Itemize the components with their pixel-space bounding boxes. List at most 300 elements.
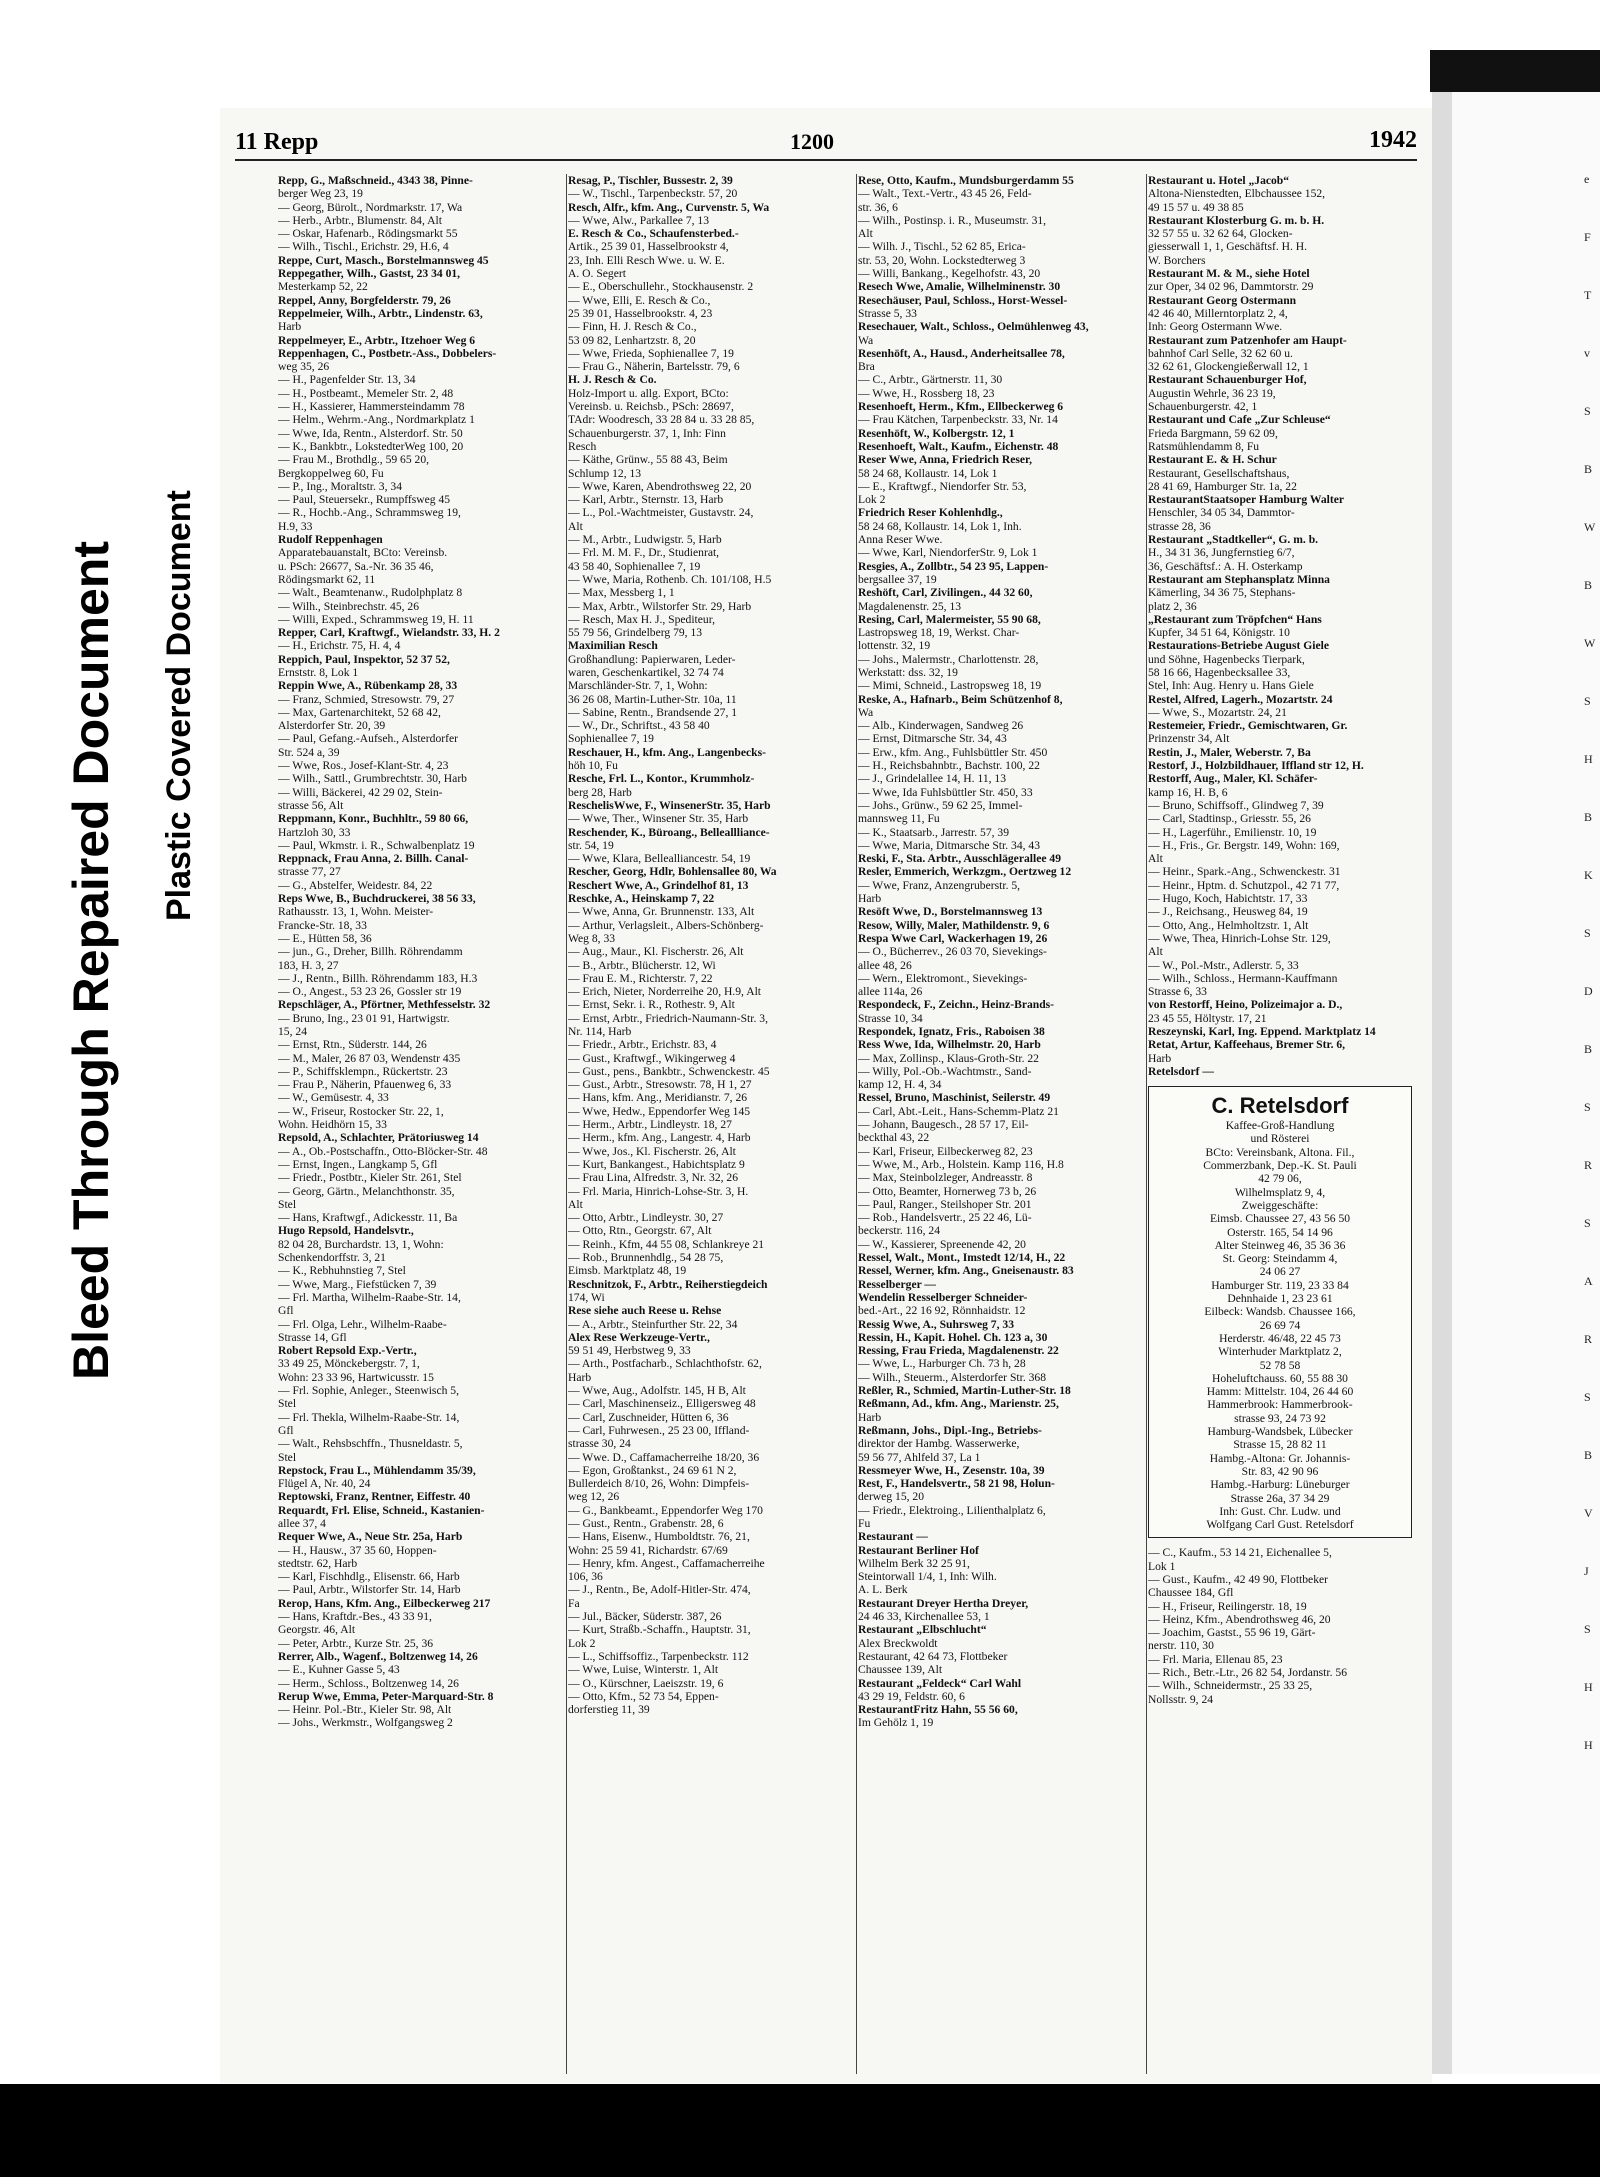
ad-title: C. Retelsdorf <box>1211 1093 1349 1119</box>
ad-line: strasse 93, 24 73 92 <box>1234 1411 1326 1425</box>
directory-entry-line: — H., Lagerführ., Emilienstr. 10, 19 <box>1148 825 1317 839</box>
directory-entry-line: Wendelin Resselberger Schneider- <box>858 1290 1028 1304</box>
directory-entry-line: — Willi, Exped., Schrammsweg 19, H. 11 <box>278 612 474 626</box>
directory-entry-line: — Franz, Schmied, Stresowstr. 79, 27 <box>278 692 455 706</box>
directory-entry-line: — Rob., Brunnenhdlg., 54 28 75, <box>568 1251 724 1265</box>
directory-entry-line: — Johann, Baugesch., 28 57 17, Eil- <box>858 1118 1029 1132</box>
directory-entry-line: Hartzloh 30, 33 <box>278 825 351 839</box>
directory-entry-line: — Ernst, Ditmarsche Str. 34, 43 <box>858 732 1007 746</box>
directory-entry-line: Resechauer, Walt., Schloss., Oelmühlenweg 43, <box>858 320 1089 334</box>
directory-entry-line: Restaurant zum Patzenhofer am Haupt- <box>1148 333 1347 347</box>
directory-entry-line: 24 46 33, Kirchenallee 53, 1 <box>858 1610 990 1624</box>
directory-entry-line: — Frl. Thekla, Wilhelm-Raabe-Str. 14, <box>278 1410 460 1424</box>
directory-entry-line: Reski, F., Sta. Arbtr., Ausschlägerallee 49 <box>858 852 1062 866</box>
directory-entry-line: Restaurant Klosterburg G. m. b. H. <box>1148 213 1325 227</box>
ad-line: Commerzbank, Dep.-K. St. Pauli <box>1203 1159 1357 1173</box>
directory-entry-line: weg 35, 26 <box>278 360 330 374</box>
directory-entry-line: Ratsmühlendamm 8, Fu <box>1148 439 1260 453</box>
directory-entry-line: — Willi, Bäckerei, 42 29 02, Stein- <box>278 785 443 799</box>
directory-entry-line: Rödingsmarkt 62, 11 <box>278 572 376 586</box>
directory-entry-line: Restaurant Berliner Hof <box>858 1543 979 1557</box>
directory-entry-line: bergsallee 37, 19 <box>858 572 937 586</box>
directory-entry-line: — Max, Messberg 1, 1 <box>568 586 675 600</box>
directory-entry-line: — Wwe. D., Caffamacherreihe 18/20, 36 <box>568 1450 760 1464</box>
directory-entry-line: — Carl, Stadtinsp., Griesstr. 55, 26 <box>1148 812 1311 826</box>
directory-entry-line: — Finn, H. J. Resch & Co., <box>568 320 697 334</box>
directory-entry-line: — Karl, Arbtr., Sternstr. 13, Harb <box>568 493 724 507</box>
directory-entry-line: Restorf, J., Holzbildhauer, Iffland str 12, H. <box>1148 759 1364 773</box>
directory-entry-line: — Willy, Pol.-Ob.-Wachtmstr., Sand- <box>858 1064 1032 1078</box>
directory-entry-line: — Rich., Betr.-Ltr., 26 82 54, Jordanstr. 56 <box>1148 1666 1348 1680</box>
directory-entry-line: Strasse 5, 33 <box>858 306 917 320</box>
directory-entry-line: — Wwe, Frieda, Sophienallee 7, 19 <box>568 346 734 360</box>
directory-entry-line: Prinzenstr 34, Alt <box>1148 732 1230 746</box>
directory-entry-line: Nr. 114, Harb <box>568 1025 632 1038</box>
directory-entry-line: bed.-Art., 22 16 92, Rönnhaidstr. 12 <box>858 1304 1026 1318</box>
directory-entry-line: Resch, Alfr., kfm. Ang., Curvenstr. 5, Wa <box>568 200 770 214</box>
adjacent-page-strip <box>1452 92 1600 2074</box>
adjacent-page-letter: W <box>1584 520 1596 534</box>
directory-entry-line: — M., Arbtr., Ludwigstr. 5, Harb <box>568 533 722 547</box>
directory-entry-line: 28 41 69, Hamburger Str. 1a, 22 <box>1148 479 1297 493</box>
directory-entry-line: Maximilian Resch <box>568 639 658 653</box>
directory-entry-line: — Ernst, Rtn., Süderstr. 144, 26 <box>278 1038 427 1052</box>
ad-line: Eimsb. Chaussee 27, 43 56 50 <box>1209 1212 1351 1226</box>
directory-entry-line: Artik., 25 39 01, Hasselbrookstr 4, <box>568 240 729 254</box>
directory-entry-line: Alex Breckwoldt <box>858 1636 938 1650</box>
directory-entry-line: — Peter, Arbtr., Kurze Str. 25, 36 <box>278 1636 434 1650</box>
directory-entry-line: — Wilh., Postinsp. i. R., Museumstr. 31, <box>858 213 1047 227</box>
directory-entry-line: „Restaurant zum Tröpfchen“ Hans <box>1148 612 1322 626</box>
directory-entry-line: — Otto, Ang., Helmholtzstr. 1, Alt <box>1148 918 1309 932</box>
directory-entry-line: — J., Rentn., Be, Adolf-Hitler-Str. 474, <box>568 1583 751 1597</box>
directory-entry-line: 36 26 08, Martin-Luther-Str. 10a, 11 <box>568 692 737 706</box>
directory-entry-line: Reschender, K., Büroang., Belleallliance- <box>568 825 770 839</box>
directory-entry-line: Resenhoeft, Herm., Kfm., Ellbeckerweg 6 <box>858 400 1064 414</box>
directory-entry-line: Resgies, A., Zollbtr., 54 23 95, Lappen- <box>858 559 1049 573</box>
directory-entry-line: Schauenburgerstr. 37, 1, Inh: Finn <box>568 426 726 440</box>
directory-entry-line: — Wwe, Luise, Winterstr. 1, Alt <box>568 1663 719 1677</box>
directory-entry-line: — Resch, Max H. J., Spediteur, <box>568 612 716 626</box>
directory-entry-line: Repstock, Frau L., Mühlendamm 35/39, <box>278 1463 476 1477</box>
directory-entry-line: — Wwe, Ida, Rentn., Alsterdorf. Str. 50 <box>278 426 463 440</box>
directory-entry-line: Ressel, Bruno, Maschinist, Seilerstr. 49 <box>858 1091 1051 1105</box>
directory-entry-line: — Friedr., Arbtr., Erichstr. 83, 4 <box>568 1038 717 1052</box>
scan-corner-black <box>1430 50 1600 92</box>
directory-entry-line: Rathausstr. 13, 1, Wohn. Meister- <box>278 905 434 919</box>
directory-entry-line: Restaurant, 42 64 73, Flottbeker <box>858 1649 1008 1663</box>
directory-entry-line: Altona-Nienstedten, Elbchaussee 152, <box>1148 187 1326 201</box>
directory-entry-line: — Arth., Postfacharb., Schlachthofstr. 62, <box>568 1357 762 1371</box>
directory-entry-line: Henschler, 34 05 34, Dammtor- <box>1148 506 1295 520</box>
directory-entry-line: Frieda Bargmann, 59 62 09, <box>1148 426 1278 440</box>
directory-entry-line: Gfl <box>278 1423 294 1437</box>
directory-entry-line: Resag, P., Tischler, Bussestr. 2, 39 <box>568 174 733 187</box>
directory-entry-line: — K., Rebhuhnstieg 7, Stel <box>278 1264 406 1278</box>
directory-entry-line: Restaurations-Betriebe August Giele <box>1148 639 1329 653</box>
directory-entry-line: Ressmeyer Wwe, H., Zesenstr. 10a, 39 <box>858 1463 1045 1477</box>
directory-entry-line: Alex Rese Werkzeuge-Vertr., <box>568 1330 710 1344</box>
directory-entry-line: 33 49 25, Mönckebergstr. 7, 1, <box>278 1357 420 1371</box>
directory-entry-line: — Otto, Kfm., 52 73 54, Eppen- <box>568 1689 719 1703</box>
directory-entry-line: platz 2, 36 <box>1148 599 1197 613</box>
directory-entry-line: Repsold, A., Schlachter, Prätoriusweg 14 <box>278 1131 479 1145</box>
directory-entry-line: — O., Angest., 53 23 26, Gossler str 19 <box>278 985 462 999</box>
directory-entry-line: strasse 77, 27 <box>278 865 341 879</box>
directory-entry-line: Restaurant am Stephansplatz Minna <box>1148 572 1330 586</box>
directory-entry-line: Alsterdorfer Str. 20, 39 <box>278 719 386 733</box>
directory-entry-line: — Wwe, Ther., Winsener Str. 35, Harb <box>568 812 749 826</box>
adjacent-page-letter: W <box>1584 636 1596 650</box>
directory-entry-line: Reps Wwe, B., Buchdruckerei, 38 56 33, <box>278 892 476 906</box>
directory-entry-line: weg 12, 26 <box>568 1490 620 1504</box>
directory-entry-line: Wa <box>858 333 874 347</box>
ad-line: Eilbeck: Wandsb. Chaussee 166, <box>1204 1305 1356 1319</box>
directory-entry-line: — G., Bankbeamt., Eppendorfer Weg 170 <box>568 1503 763 1517</box>
directory-entry-line: Reppelmeier, Wilh., Arbtr., Lindenstr. 63, <box>278 306 483 320</box>
adjacent-page-letter: S <box>1584 1216 1591 1230</box>
directory-entry-line: — Gust., Rentn., Grabenstr. 28, 6 <box>568 1516 724 1530</box>
directory-entry-line: — Wwe, Thea, Hinrich-Lohse Str. 129, <box>1148 931 1331 945</box>
directory-entry-line: — Wwe, Marg., Fiefstücken 7, 39 <box>278 1277 437 1291</box>
directory-entry-line: — Wwe, Aug., Adolfstr. 145, H B, Alt <box>568 1384 746 1398</box>
directory-entry-line: Reschke, A., Heinskamp 7, 22 <box>568 892 715 906</box>
adjacent-page-letter: R <box>1584 1158 1593 1172</box>
directory-entry-line: Ress Wwe, Ida, Wilhelmstr. 20, Harb <box>858 1038 1041 1052</box>
directory-entry-line: giesserwall 1, 1, Geschäftsf. H. H. <box>1148 240 1308 254</box>
directory-entry-line: — Erich, Nieter, Norderreihe 20, H.9, Alt <box>568 985 762 999</box>
directory-entry-line: waren, Geschenkartikel, 32 74 74 <box>568 665 724 679</box>
directory-entry-line: — Frau P., Näherin, Pfauenweg 6, 33 <box>278 1078 452 1092</box>
directory-entry-line: Alt <box>568 519 583 533</box>
directory-entry-line: — Frau M., Brothdlg., 59 65 20, <box>278 453 430 467</box>
directory-entry-line: — W., Dr., Schriftst., 43 58 40 <box>568 719 710 733</box>
adjacent-page-letter: R <box>1584 1332 1593 1346</box>
directory-entry-line: — Otto, Rtn., Georgstr. 67, Alt <box>568 1224 712 1238</box>
directory-entry-line: H., 34 31 36, Jungfernstieg 6/7, <box>1148 546 1295 560</box>
header-year: 1942 <box>1369 127 1417 153</box>
advertisement-box <box>1148 1086 1412 1538</box>
ad-line: Wilhelmsplatz 9, 4, <box>1234 1185 1326 1199</box>
adjacent-page-letter: T <box>1584 288 1592 302</box>
directory-entry-line: mannsweg 11, Fu <box>858 812 940 826</box>
directory-entry-line: — B., Arbtr., Blücherstr. 12, Wi <box>568 958 716 972</box>
adjacent-page-letter: B <box>1584 1042 1593 1056</box>
directory-entry-line: nerstr. 110, 30 <box>1148 1639 1214 1653</box>
directory-entry-line: — Gust., Kaufm., 42 49 90, Flottbeker <box>1148 1572 1329 1586</box>
directory-entry-line: — Wern., Elektromont., Sievekings- <box>858 971 1028 985</box>
directory-entry-line: strasse 28, 36 <box>1148 519 1211 533</box>
directory-entry-line: — H., Reichsbahnbtr., Bachstr. 100, 22 <box>858 759 1040 773</box>
directory-entry-line: Resech Wwe, Amalie, Wilhelminenstr. 30 <box>858 280 1061 294</box>
directory-entry-line: — Arthur, Verlagsleit., Albers-Schönberg- <box>568 918 764 932</box>
directory-entry-line: — Carl, Fuhrwesen., 25 23 00, Iffland- <box>568 1423 750 1437</box>
directory-entry-line: Resler, Emmerich, Werkzgm., Oertzweg 12 <box>858 865 1072 879</box>
directory-page <box>220 108 1432 2083</box>
directory-entry-line: Georgstr. 46, Alt <box>278 1623 356 1637</box>
ad-line: St. Georg: Steindamm 4, <box>1222 1252 1338 1266</box>
directory-entry-line: RestaurantStaatsoper Hamburg Walter <box>1148 493 1345 507</box>
directory-entry-line: — Herm., kfm. Ang., Langestr. 4, Harb <box>568 1131 751 1145</box>
ad-line: 42 79 06, <box>1258 1172 1302 1186</box>
directory-entry-line: Alt <box>1148 852 1163 866</box>
scan-bottom-band <box>0 2084 1600 2177</box>
directory-entry-line: 32 62 61, Glockengießerwall 12, 1 <box>1148 360 1309 374</box>
directory-entry-line: — Wwe, Maria, Ditmarsche Str. 34, 43 <box>858 838 1041 852</box>
directory-entry-line: Strasse 14, Gfl <box>278 1330 347 1344</box>
directory-entry-line: Reßler, R., Schmied, Martin-Luther-Str. 18 <box>858 1384 1071 1398</box>
directory-entry-line: — Kurt, Straßb.-Schaffn., Hauptstr. 31, <box>568 1623 751 1637</box>
directory-entry-line: — Heinr. Pol.-Btr., Kieler Str. 98, Alt <box>278 1703 452 1717</box>
directory-entry-line: Strasse 6, 33 <box>1148 985 1207 999</box>
directory-entry-line: Rese, Otto, Kaufm., Mundsburgerdamm 55 <box>858 174 1074 187</box>
directory-entry-line: — Ernst, Arbtr., Friedrich-Naumann-Str. 3, <box>568 1011 768 1025</box>
directory-entry-line: Lok 2 <box>858 493 886 507</box>
directory-entry-line: — Heinz, Kfm., Abendrothsweg 46, 20 <box>1148 1612 1331 1626</box>
directory-entry-line: Lok 2 <box>568 1636 596 1650</box>
directory-entry-line: — O., Kürschner, Laeiszstr. 19, 6 <box>568 1676 724 1690</box>
directory-entry-line: Resöft Wwe, D., Borstelmannsweg 13 <box>858 905 1043 919</box>
directory-entry-line: — Paul, Arbtr., Wilstorfer Str. 14, Harb <box>278 1583 461 1597</box>
directory-entry-line: — Johs., Malermstr., Charlottenstr. 28, <box>858 652 1039 666</box>
directory-entry-line: — Reinh., Kfm, 44 55 08, Schlankreye 21 <box>568 1237 765 1251</box>
column-2 <box>568 174 858 2074</box>
directory-entry-line: Wohn. Heidhörn 15, 33 <box>278 1118 387 1132</box>
adjacent-page-letter: H <box>1584 1680 1593 1694</box>
directory-entry-line: — Frl. M. M. F., Dr., Studienrat, <box>568 546 720 560</box>
directory-entry-line: — Frau Lina, Alfredstr. 3, Nr. 32, 26 <box>568 1171 739 1185</box>
ad-line: Hoheluftchauss. 60, 55 88 30 <box>1212 1371 1348 1385</box>
directory-entry-line: — Wwe, Elli, E. Resch & Co., <box>568 293 711 307</box>
adjacent-page-letter: S <box>1584 1622 1591 1636</box>
directory-entry-line: ReschelisWwe, F., WinsenerStr. 35, Harb <box>568 798 771 812</box>
directory-entry-line: — W., Friseur, Rostocker Str. 22, 1, <box>278 1104 444 1118</box>
directory-entry-line: — Herb., Arbtr., Blumenstr. 84, Alt <box>278 213 442 227</box>
directory-entry-line: Reske, A., Hafnarb., Beim Schützenhof 8, <box>858 692 1063 706</box>
directory-entry-line: Respondeck, F., Zeichn., Heinz-Brands- <box>858 998 1055 1012</box>
directory-entry-line: — Walt., Text.-Vertr., 43 45 26, Feld- <box>858 187 1032 201</box>
directory-entry-line: — Wilh., Steinbrechstr. 45, 26 <box>278 599 420 613</box>
directory-entry-line: — Wwe, H., Rossberg 18, 23 <box>858 386 995 400</box>
directory-entry-line: Schauenburgerstr. 42, 1 <box>1148 400 1258 414</box>
directory-entry-line: — Mimi, Schneid., Lastropsweg 18, 19 <box>858 679 1042 693</box>
directory-entry-line: — Rob., Handelsvertr., 25 22 46, Lü- <box>858 1211 1032 1225</box>
ad-line: Kaffee-Groß-Handlung <box>1225 1119 1335 1133</box>
directory-entry-line: — jun., G., Dreher, Billh. Röhrendamm <box>278 945 463 959</box>
directory-entry-line: — Wwe, M., Arb., Holstein. Kamp 116, H.8 <box>858 1157 1064 1171</box>
directory-entry-line: Repper, Carl, Kraftwgf., Wielandstr. 33, H. 2 <box>278 626 500 640</box>
directory-entry-line: Eimsb. Marktplatz 48, 19 <box>568 1264 687 1278</box>
directory-entry-line: Reppelmeyer, E., Arbtr., Itzehoer Weg 6 <box>278 333 476 347</box>
directory-entry-line: — J., Rentn., Billh. Röhrendamm 183, H.3 <box>278 971 478 985</box>
directory-entry-line: Restaurant E. & H. Schur <box>1148 453 1277 467</box>
adjacent-page-letter: D <box>1584 984 1593 998</box>
directory-entry-line: 55 79 56, Grindelberg 79, 13 <box>568 626 703 640</box>
directory-entry-line: Ressig Wwe, A., Suhrsweg 7, 33 <box>858 1317 1014 1331</box>
directory-entry-line: — H., Friseur, Reilingerstr. 18, 19 <box>1148 1599 1307 1613</box>
directory-entry-line: Resselberger — <box>858 1277 937 1291</box>
ad-line: Hambg.-Harburg: Lüneburger <box>1210 1478 1350 1492</box>
directory-entry-line: Restaurant, Gesellschaftshaus, <box>1148 466 1290 480</box>
directory-entry-line: Im Gehölz 1, 19 <box>858 1716 934 1730</box>
directory-entry-line: Schenkendorffstr. 3, 21 <box>278 1251 386 1265</box>
directory-entry-line: Respondek, Ignatz, Fris., Raboisen 38 <box>858 1025 1045 1038</box>
directory-entry-line: 43 58 40, Sophienallee 7, 19 <box>568 559 701 573</box>
directory-entry-line: Ressel, Walt., Mont., Imstedt 12/14, H., 22 <box>858 1251 1066 1265</box>
directory-entry-line: Respa Wwe Carl, Wackerhagen 19, 26 <box>858 931 1048 945</box>
directory-entry-line: — Paul, Ranger., Steilshoper Str. 201 <box>858 1197 1032 1211</box>
directory-entry-line: Resing, Carl, Malermeister, 55 90 68, <box>858 612 1041 626</box>
directory-entry-line: — J., Reichsang., Heusweg 84, 19 <box>1148 905 1308 919</box>
directory-entry-line: — Ernst, Ingen., Langkamp 5, Gfl <box>278 1157 438 1171</box>
directory-entry-line: Kupfer, 34 51 64, Königstr. 10 <box>1148 626 1290 640</box>
directory-entry-line: — Wwe, Jos., Kl. Fischerstr. 26, Alt <box>568 1144 736 1158</box>
directory-entry-line: Ressel, Werner, kfm. Ang., Gneisenaustr. 83 <box>858 1264 1074 1278</box>
adjacent-page-letter: K <box>1584 868 1593 882</box>
directory-entry-line: Harb <box>858 1410 882 1424</box>
directory-entry-line: von Restorff, Heino, Polizeimajor a. D., <box>1148 998 1343 1012</box>
directory-entry-line: — Walt., Beamtenanw., Rudolphplatz 8 <box>278 586 463 600</box>
directory-entry-line: — Max, Zollinsp., Klaus-Groth-Str. 22 <box>858 1051 1039 1065</box>
directory-entry-line: Gfl <box>278 1304 294 1318</box>
directory-entry-line: — Joachim, Gastst., 55 96 19, Gärt- <box>1148 1626 1316 1640</box>
directory-entry-line: — E., Oberschullehr., Stockhausenstr. 2 <box>568 280 754 294</box>
directory-entry-line: Restel, Alfred, Lagerh., Mozartstr. 24 <box>1148 692 1333 706</box>
directory-entry-line: Nollsstr. 9, 24 <box>1148 1692 1214 1706</box>
directory-entry-line: höh 10, Fu <box>568 759 618 773</box>
directory-entry-line: Robert Repsold Exp.-Vertr., <box>278 1344 417 1358</box>
directory-entry-line: Schlump 12, 13 <box>568 466 642 480</box>
directory-entry-line: Alt <box>858 227 873 241</box>
directory-entry-line: derweg 15, 20 <box>858 1490 925 1504</box>
directory-entry-line: — H., Hausw., 37 35 60, Hoppen- <box>278 1543 437 1557</box>
directory-entry-line: — Erw., kfm. Ang., Fuhlsbüttler Str. 450 <box>858 745 1048 759</box>
directory-entry-line: 15, 24 <box>278 1025 307 1038</box>
directory-entry-line: — Herm., Schloss., Boltzenweg 14, 26 <box>278 1676 459 1690</box>
directory-entry-line: — Otto, Beamter, Hornerweg 73 b, 26 <box>858 1184 1037 1198</box>
directory-entry-line: Wilhelm Berk 32 25 91, <box>858 1556 970 1570</box>
directory-entry-line: — Wwe, Karen, Abendrothsweg 22, 20 <box>568 479 752 493</box>
directory-entry-line: Augustin Wehrle, 36 23 19, <box>1148 386 1276 400</box>
directory-entry-line: — Wwe, L., Harburger Ch. 73 h, 28 <box>858 1357 1026 1371</box>
directory-entry-line: Bra <box>858 360 875 374</box>
ad-line: Hamburger Str. 119, 23 33 84 <box>1211 1278 1349 1292</box>
scan-top-margin <box>0 0 1600 48</box>
page-header <box>235 123 1417 161</box>
directory-entry-line: zur Oper, 34 02 96, Dammtorstr. 29 <box>1148 280 1314 294</box>
directory-entry-line: Chaussee 139, Alt <box>858 1663 943 1677</box>
directory-entry-line: 58 24 68, Kollaustr. 14, Lok 1 <box>858 466 998 480</box>
directory-entry-line: — A., Arbtr., Steinfurther Str. 22, 34 <box>568 1317 738 1331</box>
directory-entry-line: 183, H. 3, 27 <box>278 958 339 972</box>
directory-entry-line: 23, Inh. Elli Resch Wwe. u. W. E. <box>568 253 725 267</box>
directory-entry-line: — H., Fris., Gr. Bergstr. 149, Wohn: 169, <box>1148 838 1340 852</box>
directory-entry-line: — Aug., Maur., Kl. Fischerstr. 26, Alt <box>568 945 744 959</box>
directory-entry-line: Rest, F., Handelsvertr., 58 21 98, Holun- <box>858 1477 1055 1491</box>
directory-entry-line: berger Weg 23, 19 <box>278 187 363 201</box>
overlay-sidebar <box>0 48 205 2085</box>
directory-entry-line: Str. 524 a, 39 <box>278 745 340 759</box>
directory-entry-line: — K., Bankbtr., LokstedterWeg 100, 20 <box>278 439 464 453</box>
directory-entry-line: Reppnack, Frau Anna, 2. Billh. Canal- <box>278 852 469 866</box>
directory-entry-line: 49 15 57 u. 49 38 85 <box>1148 200 1244 214</box>
directory-entry-line: Fu <box>858 1516 871 1530</box>
directory-entry-line: — Paul, Steuersekr., Rumpffsweg 45 <box>278 493 451 507</box>
ad-line: Alter Steinweg 46, 35 36 36 <box>1214 1238 1346 1252</box>
directory-entry-line: 58 16 66, Hagenbecksallee 33, <box>1148 665 1291 679</box>
directory-entry-line: — Hans, Kraftwgf., Adickesstr. 11, Ba <box>278 1211 458 1225</box>
ad-line: Hamm: Mittelstr. 104, 26 44 60 <box>1206 1385 1354 1399</box>
directory-entry-line: Reser Wwe, Anna, Friedrich Reser, <box>858 453 1032 467</box>
directory-entry-line: Harb <box>568 1370 592 1384</box>
directory-entry-line: — Wwe, Ros., Josef-Klant-Str. 4, 23 <box>278 759 449 773</box>
directory-entry-line: Wohn: 23 33 96, Hartwicusstr. 15 <box>278 1370 434 1384</box>
directory-entry-line: — Max, Steinbolzleger, Andreasstr. 8 <box>858 1171 1033 1185</box>
directory-entry-line: stedtstr. 62, Harb <box>278 1556 358 1570</box>
directory-entry-line: — Frau Kätchen, Tarpenbeckstr. 33, Nr. 14 <box>858 413 1058 427</box>
directory-entry-line: Reppegather, Wilh., Gastst, 23 34 01, <box>278 267 461 281</box>
adjacent-page-letter: B <box>1584 462 1593 476</box>
directory-entry-line: — Frl. Martha, Wilhelm-Raabe-Str. 14, <box>278 1290 461 1304</box>
directory-entry-line: — Hans, Kraftdr.-Bes., 43 33 91, <box>278 1610 432 1624</box>
directory-entry-line: — E., Hütten 58, 36 <box>278 931 372 945</box>
directory-entry-line: Resch <box>568 439 597 453</box>
directory-entry-line: Restaurant „Feldeck“ Carl Wahl <box>858 1676 1022 1690</box>
directory-entry-line: Reßmann, Johs., Dipl.-Ing., Betriebs- <box>858 1423 1042 1437</box>
directory-entry-line: Harb <box>1148 1051 1172 1065</box>
directory-entry-line: — A., Ob.-Postschaffn., Otto-Blöcker-Str. 48 <box>278 1144 488 1158</box>
directory-entry-line: — Karl, Friseur, Eilbeckerweg 82, 23 <box>858 1144 1033 1158</box>
directory-entry-line: 82 04 28, Burchardstr. 13, 1, Wohn: <box>278 1237 444 1251</box>
adjacent-page-letter: A <box>1584 1274 1593 1288</box>
directory-entry-line: Repp, G., Maßschneid., 4343 38, Pinne- <box>278 174 473 187</box>
directory-entry-line: Resenhöft, A., Hausd., Anderheitsallee 78, <box>858 346 1065 360</box>
directory-entry-line: 58 24 68, Kollaustr. 14, Lok 1, Inh. <box>858 519 1022 533</box>
directory-entry-line: Stel <box>278 1450 297 1464</box>
header-page-number: 1200 <box>790 129 834 154</box>
directory-entry-line: str. 54, 19 <box>568 838 614 852</box>
directory-entry-line: — Georg, Gärtn., Melanchthonstr. 35, <box>278 1184 455 1198</box>
directory-entry-line: Ernststr. 8, Lok 1 <box>278 665 359 679</box>
directory-entry-line: bahnhof Carl Selle, 32 62 60 u. <box>1148 346 1293 360</box>
directory-entry-line: — Wwe, Ida Fuhlsbüttler Str. 450, 33 <box>858 785 1033 799</box>
adjacent-page-letter: J <box>1584 1564 1589 1578</box>
ad-line: Str. 83, 42 90 96 <box>1241 1464 1319 1478</box>
directory-entry-line: — Wilh., Sattl., Grumbrechtstr. 30, Harb <box>278 772 467 786</box>
directory-entry-line: — Bruno, Schiffsoff., Glindweg 7, 39 <box>1148 798 1324 812</box>
directory-entry-line: W. Borchers <box>1148 253 1206 267</box>
directory-entry-line: Restemeier, Friedr., Gemischtwaren, Gr. <box>1148 719 1348 733</box>
adjacent-page-letter: S <box>1584 404 1591 418</box>
directory-entry-line: Reppenhagen, C., Postbetr.-Ass., Dobbelers- <box>278 346 497 360</box>
adjacent-page-letter: v <box>1584 346 1590 360</box>
ad-line: Hambg.-Altona: Gr. Johannis- <box>1209 1451 1351 1465</box>
directory-entry-line: — O., Bücherrev., 26 03 70, Sievekings- <box>858 945 1047 959</box>
directory-entry-line: Harb <box>278 320 302 334</box>
adjacent-page-letter: H <box>1584 752 1593 766</box>
adjacent-page-letter: V <box>1584 1506 1593 1520</box>
ad-line: 24 06 27 <box>1259 1265 1301 1279</box>
directory-entry-line: — Carl, Abt.-Leit., Hans-Schemm-Platz 21 <box>858 1104 1059 1118</box>
directory-entry-line: — H., Pagenfelder Str. 13, 34 <box>278 373 416 387</box>
directory-entry-line: Resenhöft, W., Kolbergstr. 12, 1 <box>858 426 1015 440</box>
adjacent-page-letter: S <box>1584 926 1591 940</box>
directory-entry-line: Inh: Georg Ostermann Wwe. <box>1148 320 1283 334</box>
ad-line: Osterstr. 165, 54 14 96 <box>1227 1225 1333 1239</box>
directory-entry-line: Resechäuser, Paul, Schloss., Horst-Wessel- <box>858 293 1068 307</box>
directory-entry-line: Weg 8, 33 <box>568 931 616 945</box>
directory-entry-line: — Helm., Wehrm.-Ang., Nordmarkplatz 1 <box>278 413 475 427</box>
